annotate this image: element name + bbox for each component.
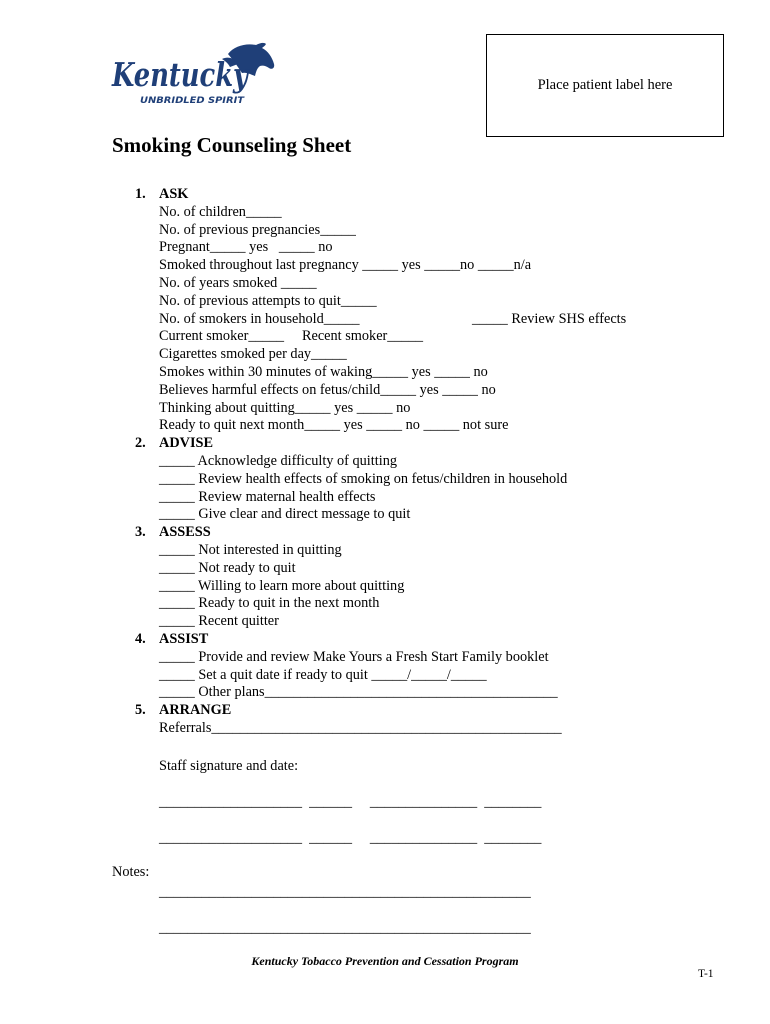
checklist-item[interactable]: _____ Review health effects of smoking on fetus/children in household (159, 470, 568, 487)
section-number: 4. (135, 631, 146, 647)
notes-line-2[interactable]: ____________________________________________________ (159, 920, 531, 936)
notes-label: Notes: (112, 864, 150, 880)
staff-signature-label: Staff signature and date: (159, 758, 299, 774)
section-heading-ask: ASK (159, 186, 189, 202)
checklist-item[interactable]: _____ Ready to quit in the next month (159, 595, 380, 612)
section-heading-arrange: ARRANGE (159, 702, 232, 719)
checklist-item[interactable]: _____ Willing to learn more about quitting (159, 577, 405, 594)
checklist-item[interactable]: _____ Set a quit date if ready to quit _____/_____/_____ (159, 666, 487, 683)
checklist-item[interactable]: No. of previous pregnancies_____ (159, 221, 356, 238)
checklist-item[interactable]: No. of smokers in household_____ (159, 310, 360, 327)
checklist-item[interactable]: _____ Acknowledge difficulty of quitting (159, 453, 397, 469)
notes-line-1[interactable]: ____________________________________________________ (159, 884, 531, 900)
checklist-item[interactable]: _____ Review maternal health effects (159, 488, 376, 505)
checklist-item[interactable]: _____ Recent quitter (159, 613, 279, 630)
checklist-item[interactable]: Ready to quit next month_____ yes _____ no _____ not sure (159, 417, 509, 434)
patient-label-placeholder: Place patient label here (537, 77, 673, 93)
section-number: 5. (135, 702, 146, 719)
page-title: Smoking Counseling Sheet (112, 133, 352, 157)
section-heading-assist: ASSIST (159, 631, 209, 647)
checklist-item[interactable]: Cigarettes smoked per day_____ (159, 346, 347, 363)
section-number: 2. (135, 435, 146, 452)
checklist-item[interactable]: Current smoker_____ Recent smoker_____ (159, 328, 424, 345)
checklist-item[interactable]: _____ Provide and review Make Yours a Fresh Start Family booklet (159, 648, 549, 665)
checklist-item[interactable]: No. of years smoked _____ (159, 275, 317, 291)
checklist-item[interactable]: No. of children_____ (159, 203, 282, 220)
logo-wordmark: Kentucky (111, 55, 251, 94)
checklist-item[interactable]: Smokes within 30 minutes of waking_____ yes _____ no (159, 364, 488, 380)
page-number: T-1 (698, 968, 714, 980)
checklist-item[interactable]: Referrals_________________________________________________ (159, 720, 562, 736)
checklist-item[interactable]: No. of previous attempts to quit_____ (159, 292, 377, 309)
patient-label-box[interactable] (486, 34, 724, 137)
logo-tagline: UNBRIDLED SPIRIT (140, 96, 245, 106)
signature-line-2[interactable]: ____________________ ______ _______________ ________ (159, 830, 542, 846)
checklist-item[interactable]: Thinking about quitting_____ yes _____ no (159, 399, 411, 416)
checklist-item[interactable]: Smoked throughout last pregnancy _____ yes _____no _____n/a (159, 257, 532, 274)
review-shs-effects-item[interactable]: _____ Review SHS effects (472, 310, 627, 327)
signature-line-1[interactable]: ____________________ ______ _______________ ________ (159, 794, 542, 810)
section-heading-advise: ADVISE (159, 435, 214, 452)
checklist-item[interactable]: _____ Not interested in quitting (159, 542, 342, 558)
footer-program-name: Kentucky Tobacco Prevention and Cessation Program (251, 954, 519, 968)
kentucky-logo (110, 42, 278, 108)
section-heading-assess: ASSESS (159, 524, 211, 541)
section-number: 1. (135, 186, 146, 202)
checklist-item[interactable]: _____ Other plans_________________________________________ (159, 684, 558, 701)
checklist-item[interactable]: Pregnant_____ yes _____ no (159, 239, 333, 256)
checklist-item[interactable]: Believes harmful effects on fetus/child_____ yes _____ no (159, 381, 496, 398)
section-number: 3. (135, 524, 146, 541)
checklist-item[interactable]: _____ Not ready to quit (159, 559, 296, 576)
checklist-item[interactable]: _____ Give clear and direct message to quit (159, 506, 411, 523)
